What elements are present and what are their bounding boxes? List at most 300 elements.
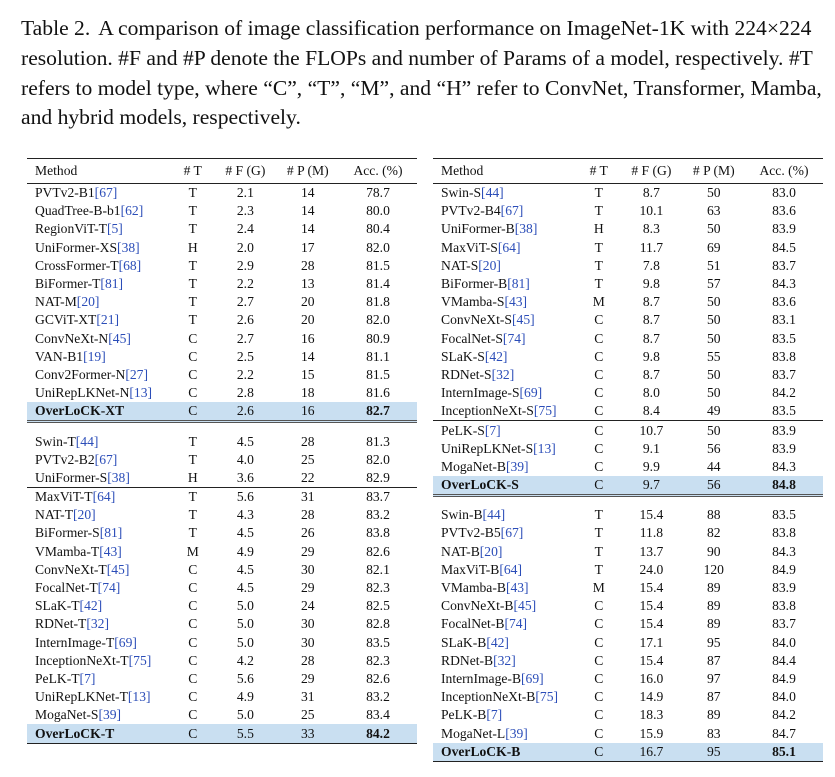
citation-link[interactable]: [74] (504, 616, 528, 632)
accuracy-cell: 83.6 (772, 203, 796, 219)
citation-link[interactable]: [13] (127, 689, 151, 705)
type-cell: T (594, 525, 603, 541)
type-cell: T (188, 294, 197, 310)
accuracy-cell: 82.8 (366, 616, 390, 632)
flops-cell: 11.8 (639, 525, 664, 541)
citation-link[interactable]: [68] (118, 257, 142, 273)
params-cell: 25 (300, 451, 315, 467)
accuracy-cell: 80.0 (366, 203, 390, 219)
flops-cell: 15.4 (639, 652, 664, 668)
method-name: Conv2Former-N (35, 366, 126, 382)
type-cell: T (594, 257, 603, 273)
citation-link[interactable]: [42] (79, 598, 103, 614)
citation-link[interactable]: [81] (99, 525, 123, 541)
citation-link[interactable]: [32] (493, 652, 516, 668)
type-cell: C (188, 652, 198, 668)
flops-cell: 2.5 (236, 348, 254, 364)
accuracy-cell: 83.7 (772, 257, 796, 273)
citation-link[interactable]: [20] (479, 543, 503, 559)
citation-link[interactable]: [39] (505, 458, 529, 474)
method-cell (27, 724, 171, 743)
params-cell: 20 (300, 312, 315, 328)
flops-cell: 2.4 (236, 221, 254, 237)
type-cell: T (594, 543, 603, 559)
tables-container (27, 158, 829, 770)
type-cell: T (188, 451, 197, 467)
citation-link[interactable]: [38] (514, 221, 538, 237)
method-name: ConvNeXt-N (35, 330, 109, 346)
method-cell (27, 706, 171, 724)
type-cell: C (188, 580, 198, 596)
method-name: ConvNeXt-B (441, 598, 514, 614)
params-cell: 13 (300, 276, 315, 292)
citation-link[interactable]: [42] (486, 634, 509, 650)
citation-link[interactable]: [45] (108, 330, 131, 346)
accuracy-cell: 84.0 (772, 634, 796, 650)
section-divider (27, 422, 417, 433)
table-row (433, 275, 823, 293)
table-row (27, 488, 417, 507)
method-name: MaxViT-S (441, 239, 498, 255)
citation-link[interactable]: [69] (521, 670, 544, 686)
params-cell: 50 (706, 330, 721, 346)
flops-cell: 2.6 (214, 402, 276, 422)
flops-cell: 2.7 (236, 330, 254, 346)
accuracy-cell: 81.8 (366, 294, 390, 310)
flops-cell: 8.7 (642, 185, 660, 201)
params-cell: 16 (300, 330, 315, 346)
table-row (433, 706, 823, 724)
citation-link[interactable]: [7] (79, 670, 96, 686)
type-cell: T (188, 203, 197, 219)
method-cell (433, 366, 577, 384)
type-cell: C (171, 724, 214, 743)
method-cell (27, 524, 171, 542)
citation-link[interactable]: [67] (94, 185, 118, 201)
type-cell: C (594, 366, 604, 382)
accuracy-cell: 83.8 (772, 348, 796, 364)
table-row (27, 184, 417, 203)
type-cell: T (171, 488, 214, 507)
citation-link[interactable]: [5] (106, 221, 123, 237)
method-cell (433, 506, 577, 524)
type-cell: M (186, 543, 199, 559)
table-row (433, 402, 823, 421)
flops-cell: 4.2 (236, 652, 254, 668)
citation-link[interactable]: [45] (512, 312, 535, 328)
citation-link[interactable]: [13] (533, 440, 556, 456)
method-cell (433, 634, 577, 652)
params-cell: 16 (277, 402, 339, 422)
accuracy-cell: 80.9 (366, 330, 390, 346)
method-name: NAT-B (441, 543, 480, 559)
type-cell: T (188, 433, 197, 449)
params-cell: 89 (706, 598, 721, 614)
method-cell (27, 597, 171, 615)
citation-link[interactable]: [69] (114, 634, 137, 650)
method-name: VMamba-T (35, 543, 100, 559)
type-cell: C (188, 348, 198, 364)
table-row (433, 330, 823, 348)
method-name: UniRepLKNet-N (35, 385, 130, 401)
table-row (433, 597, 823, 615)
highlighted-result-row (433, 743, 823, 762)
accuracy-cell: 84.2 (772, 385, 796, 401)
params-cell: 50 (706, 294, 721, 310)
method-name: UniRepLKNet-T (35, 689, 128, 705)
method-name: MaxViT-B (441, 561, 500, 577)
method-cell (27, 432, 171, 450)
flops-cell: 8.0 (642, 385, 660, 401)
accuracy-cell: 82.3 (366, 580, 390, 596)
method-name: PeLK-S (441, 422, 485, 438)
type-cell: T (188, 507, 197, 523)
table-row (27, 469, 417, 488)
flops-cell: 9.1 (642, 440, 660, 456)
method-cell (27, 543, 171, 561)
citation-link[interactable]: [43] (504, 294, 528, 310)
method-name: RDNet-B (441, 652, 494, 668)
method-cell (27, 348, 171, 366)
accuracy-cell: 84.2 (772, 707, 796, 723)
flops-cell: 10.7 (620, 421, 682, 440)
params-cell: 18 (300, 385, 315, 401)
params-cell: 82 (706, 525, 721, 541)
citation-link[interactable]: [64] (92, 489, 116, 505)
flops-cell: 13.7 (639, 543, 664, 559)
header-params: # P (M) (277, 159, 339, 184)
method-name: SLaK-S (441, 348, 485, 364)
citation-link[interactable]: [62] (120, 203, 144, 219)
citation-link[interactable]: [21] (96, 312, 120, 328)
method-name: PVTv2-B1 (35, 185, 95, 201)
params-cell: 24 (300, 598, 315, 614)
flops-cell: 5.5 (214, 724, 276, 743)
table-row (433, 579, 823, 597)
table-row (433, 506, 823, 524)
citation-link[interactable]: [20] (73, 507, 96, 523)
type-cell: C (188, 598, 198, 614)
citation-link[interactable]: [20] (76, 294, 100, 310)
method-name: MogaNet-S (35, 707, 99, 723)
citation-link[interactable]: [74] (502, 330, 526, 346)
params-cell: 22 (300, 469, 315, 485)
accuracy-cell: 82.0 (366, 239, 390, 255)
flops-cell: 9.9 (642, 458, 660, 474)
params-cell: 97 (706, 670, 721, 686)
method-cell (433, 706, 577, 724)
method-name: CrossFormer-T (35, 257, 119, 273)
method-name: InceptionNeXt-T (35, 652, 129, 668)
flops-cell: 2.9 (236, 257, 254, 273)
accuracy-cell: 83.5 (772, 507, 796, 523)
flops-cell: 15.4 (639, 616, 664, 632)
table-row (27, 597, 417, 615)
citation-link[interactable]: [81] (100, 276, 124, 292)
flops-cell: 15.4 (639, 507, 664, 523)
method-name: SLaK-T (35, 598, 80, 614)
citation-link[interactable]: [44] (75, 433, 99, 449)
type-cell: T (188, 257, 197, 273)
method-name: ConvNeXt-T (35, 561, 107, 577)
flops-cell: 16.0 (639, 670, 664, 686)
method-cell (433, 239, 577, 257)
type-cell: C (188, 330, 198, 346)
citation-link[interactable]: [42] (484, 348, 508, 364)
citation-link[interactable]: [64] (499, 561, 522, 577)
method-cell (27, 366, 171, 384)
method-cell (27, 402, 171, 422)
method-cell (433, 476, 577, 496)
params-cell: 50 (706, 185, 721, 201)
citation-link[interactable]: [43] (99, 543, 122, 559)
accuracy-cell: 82.1 (366, 561, 390, 577)
params-cell: 28 (300, 652, 315, 668)
table-header-row (433, 159, 823, 184)
table-row (27, 348, 417, 366)
table-row (433, 311, 823, 329)
accuracy-cell: 83.9 (745, 421, 823, 440)
params-cell: 29 (300, 543, 315, 559)
method-cell (433, 561, 577, 579)
citation-link[interactable]: [39] (505, 725, 528, 741)
citation-link[interactable]: [74] (97, 580, 121, 596)
table-row (433, 257, 823, 275)
accuracy-cell: 83.5 (772, 403, 796, 419)
citation-link[interactable]: [75] (128, 652, 152, 668)
method-name: FocalNet-T (35, 580, 98, 596)
type-cell: C (188, 616, 198, 632)
table-row (27, 239, 417, 257)
params-cell: 50 (706, 385, 721, 401)
table-row (433, 348, 823, 366)
method-cell (433, 543, 577, 561)
accuracy-cell: 84.7 (772, 725, 796, 741)
right-results-table (433, 158, 823, 762)
citation-link[interactable]: [32] (86, 616, 109, 632)
header-accuracy: Acc. (%) (745, 159, 823, 184)
method-cell (433, 652, 577, 670)
table-row (433, 384, 823, 402)
flops-cell: 4.3 (236, 507, 254, 523)
flops-cell: 8.4 (642, 403, 660, 419)
flops-cell: 18.3 (639, 707, 664, 723)
method-name: PVTv2-B5 (441, 525, 501, 541)
params-cell: 50 (683, 421, 745, 440)
accuracy-cell: 81.1 (366, 348, 390, 364)
method-cell (433, 311, 577, 329)
params-cell: 88 (706, 507, 721, 523)
method-name: InternImage-B (441, 670, 522, 686)
method-cell (27, 488, 171, 507)
accuracy-cell: 82.0 (366, 451, 390, 467)
params-cell: 87 (706, 689, 721, 705)
citation-link[interactable]: [32] (491, 366, 515, 382)
table-header-row (27, 159, 417, 184)
accuracy-cell: 83.9 (772, 580, 796, 596)
params-cell: 50 (706, 366, 721, 382)
params-cell: 44 (706, 458, 721, 474)
params-cell: 63 (706, 203, 721, 219)
citation-link[interactable]: [45] (106, 561, 130, 577)
method-cell (433, 597, 577, 615)
flops-cell: 8.3 (642, 221, 660, 237)
citation-link[interactable]: [20] (478, 257, 501, 273)
citation-link[interactable]: [67] (94, 451, 118, 467)
method-cell (27, 384, 171, 402)
method-name: MaxViT-T (35, 489, 93, 505)
type-cell: T (594, 185, 603, 201)
method-cell (433, 275, 577, 293)
flops-cell: 15.4 (639, 598, 664, 614)
method-cell (433, 724, 577, 742)
right-table-panel (433, 158, 823, 762)
type-cell: C (594, 652, 604, 668)
table-row (27, 366, 417, 384)
citation-link[interactable]: [67] (500, 203, 524, 219)
table-row (27, 543, 417, 561)
method-name: BiFormer-B (441, 276, 508, 292)
flops-cell: 2.0 (236, 239, 254, 255)
method-name: VMamba-S (441, 294, 505, 310)
table-row (433, 202, 823, 220)
type-cell: C (594, 330, 604, 346)
flops-cell: 5.6 (214, 488, 276, 507)
citation-link[interactable]: [43] (505, 580, 529, 596)
method-cell (433, 402, 577, 421)
method-cell (27, 293, 171, 311)
flops-cell: 2.2 (236, 276, 254, 292)
citation-link[interactable]: [27] (125, 366, 149, 382)
table-row (433, 220, 823, 238)
accuracy-cell: 82.9 (366, 469, 390, 485)
header-params: # P (M) (683, 159, 745, 184)
method-cell (27, 634, 171, 652)
method-cell (433, 293, 577, 311)
accuracy-cell: 83.9 (772, 221, 796, 237)
method-name: InceptionNeXt-S (441, 403, 534, 419)
table-caption (21, 14, 826, 133)
params-cell: 95 (683, 743, 745, 762)
method-cell (27, 202, 171, 220)
params-cell: 30 (300, 634, 315, 650)
params-cell: 26 (300, 525, 315, 541)
table-row (433, 184, 823, 203)
accuracy-cell: 84.9 (772, 561, 796, 577)
method-name: Swin-S (441, 185, 482, 201)
left-table-body (27, 184, 417, 744)
right-table-body (433, 184, 823, 762)
params-cell: 25 (300, 707, 315, 723)
citation-link[interactable]: [45] (513, 598, 537, 614)
table-row (27, 275, 417, 293)
citation-link[interactable]: [64] (497, 239, 521, 255)
params-cell: 28 (300, 507, 315, 523)
citation-link[interactable]: [38] (117, 239, 140, 255)
table-row (27, 432, 417, 450)
citation-link[interactable]: [13] (129, 385, 153, 401)
flops-cell: 7.8 (642, 257, 660, 273)
method-cell (433, 688, 577, 706)
left-results-table (27, 158, 417, 744)
method-cell (433, 579, 577, 597)
accuracy-cell: 84.3 (772, 458, 796, 474)
method-name: UniFormer-S (35, 469, 108, 485)
type-cell: C (188, 689, 198, 705)
citation-link[interactable]: [44] (482, 507, 506, 523)
flops-cell: 16.7 (620, 743, 682, 762)
method-name: PVTv2-B2 (35, 451, 95, 467)
citation-link[interactable]: [69] (519, 385, 543, 401)
type-cell: M (592, 294, 605, 310)
accuracy-cell: 81.5 (366, 257, 390, 273)
citation-link[interactable]: [19] (83, 348, 106, 364)
method-name: RDNet-S (441, 366, 492, 382)
accuracy-cell: 84.3 (772, 543, 796, 559)
table-row (433, 670, 823, 688)
table-row (27, 506, 417, 524)
table-row (27, 615, 417, 633)
method-cell (27, 670, 171, 688)
accuracy-cell: 85.1 (745, 743, 823, 762)
citation-link[interactable]: [44] (481, 185, 504, 201)
method-name: SLaK-B (441, 634, 487, 650)
accuracy-cell: 82.0 (366, 312, 390, 328)
type-cell: C (594, 312, 604, 328)
type-cell: M (592, 580, 605, 596)
type-cell: C (594, 634, 604, 650)
flops-cell: 4.5 (236, 433, 254, 449)
header-accuracy: Acc. (%) (339, 159, 417, 184)
citation-link[interactable]: [75] (533, 403, 557, 419)
citation-link[interactable]: [75] (535, 689, 559, 705)
method-cell (27, 579, 171, 597)
params-cell: 14 (300, 348, 315, 364)
method-cell (27, 615, 171, 633)
flops-cell: 9.7 (620, 476, 682, 496)
flops-cell: 2.7 (236, 294, 254, 310)
citation-link[interactable]: [7] (484, 422, 501, 438)
accuracy-cell: 83.9 (772, 440, 796, 456)
type-cell: C (594, 598, 604, 614)
accuracy-cell: 83.7 (339, 488, 417, 507)
table-row (433, 458, 823, 476)
citation-link[interactable]: [81] (507, 276, 530, 292)
section-divider (433, 496, 823, 507)
citation-link[interactable]: [39] (98, 707, 122, 723)
method-cell (433, 220, 577, 238)
method-name: FocalNet-B (441, 616, 505, 632)
flops-cell: 17.1 (639, 634, 664, 650)
flops-cell: 24.0 (639, 561, 664, 577)
citation-link[interactable]: [7] (486, 707, 503, 723)
citation-link[interactable]: [67] (500, 525, 524, 541)
type-cell: C (188, 385, 198, 401)
flops-cell: 10.1 (639, 203, 664, 219)
method-name: Swin-T (35, 433, 76, 449)
accuracy-cell: 78.7 (366, 185, 390, 201)
flops-cell: 14.9 (639, 689, 664, 705)
params-cell: 15 (300, 366, 315, 382)
type-cell: C (594, 689, 604, 705)
table-row (433, 524, 823, 542)
params-cell: 89 (706, 616, 721, 632)
table-row (27, 670, 417, 688)
header-flops: # F (G) (214, 159, 276, 184)
citation-link[interactable]: [38] (107, 469, 130, 485)
method-name: UniFormer-B (441, 221, 515, 237)
table-row (433, 561, 823, 579)
